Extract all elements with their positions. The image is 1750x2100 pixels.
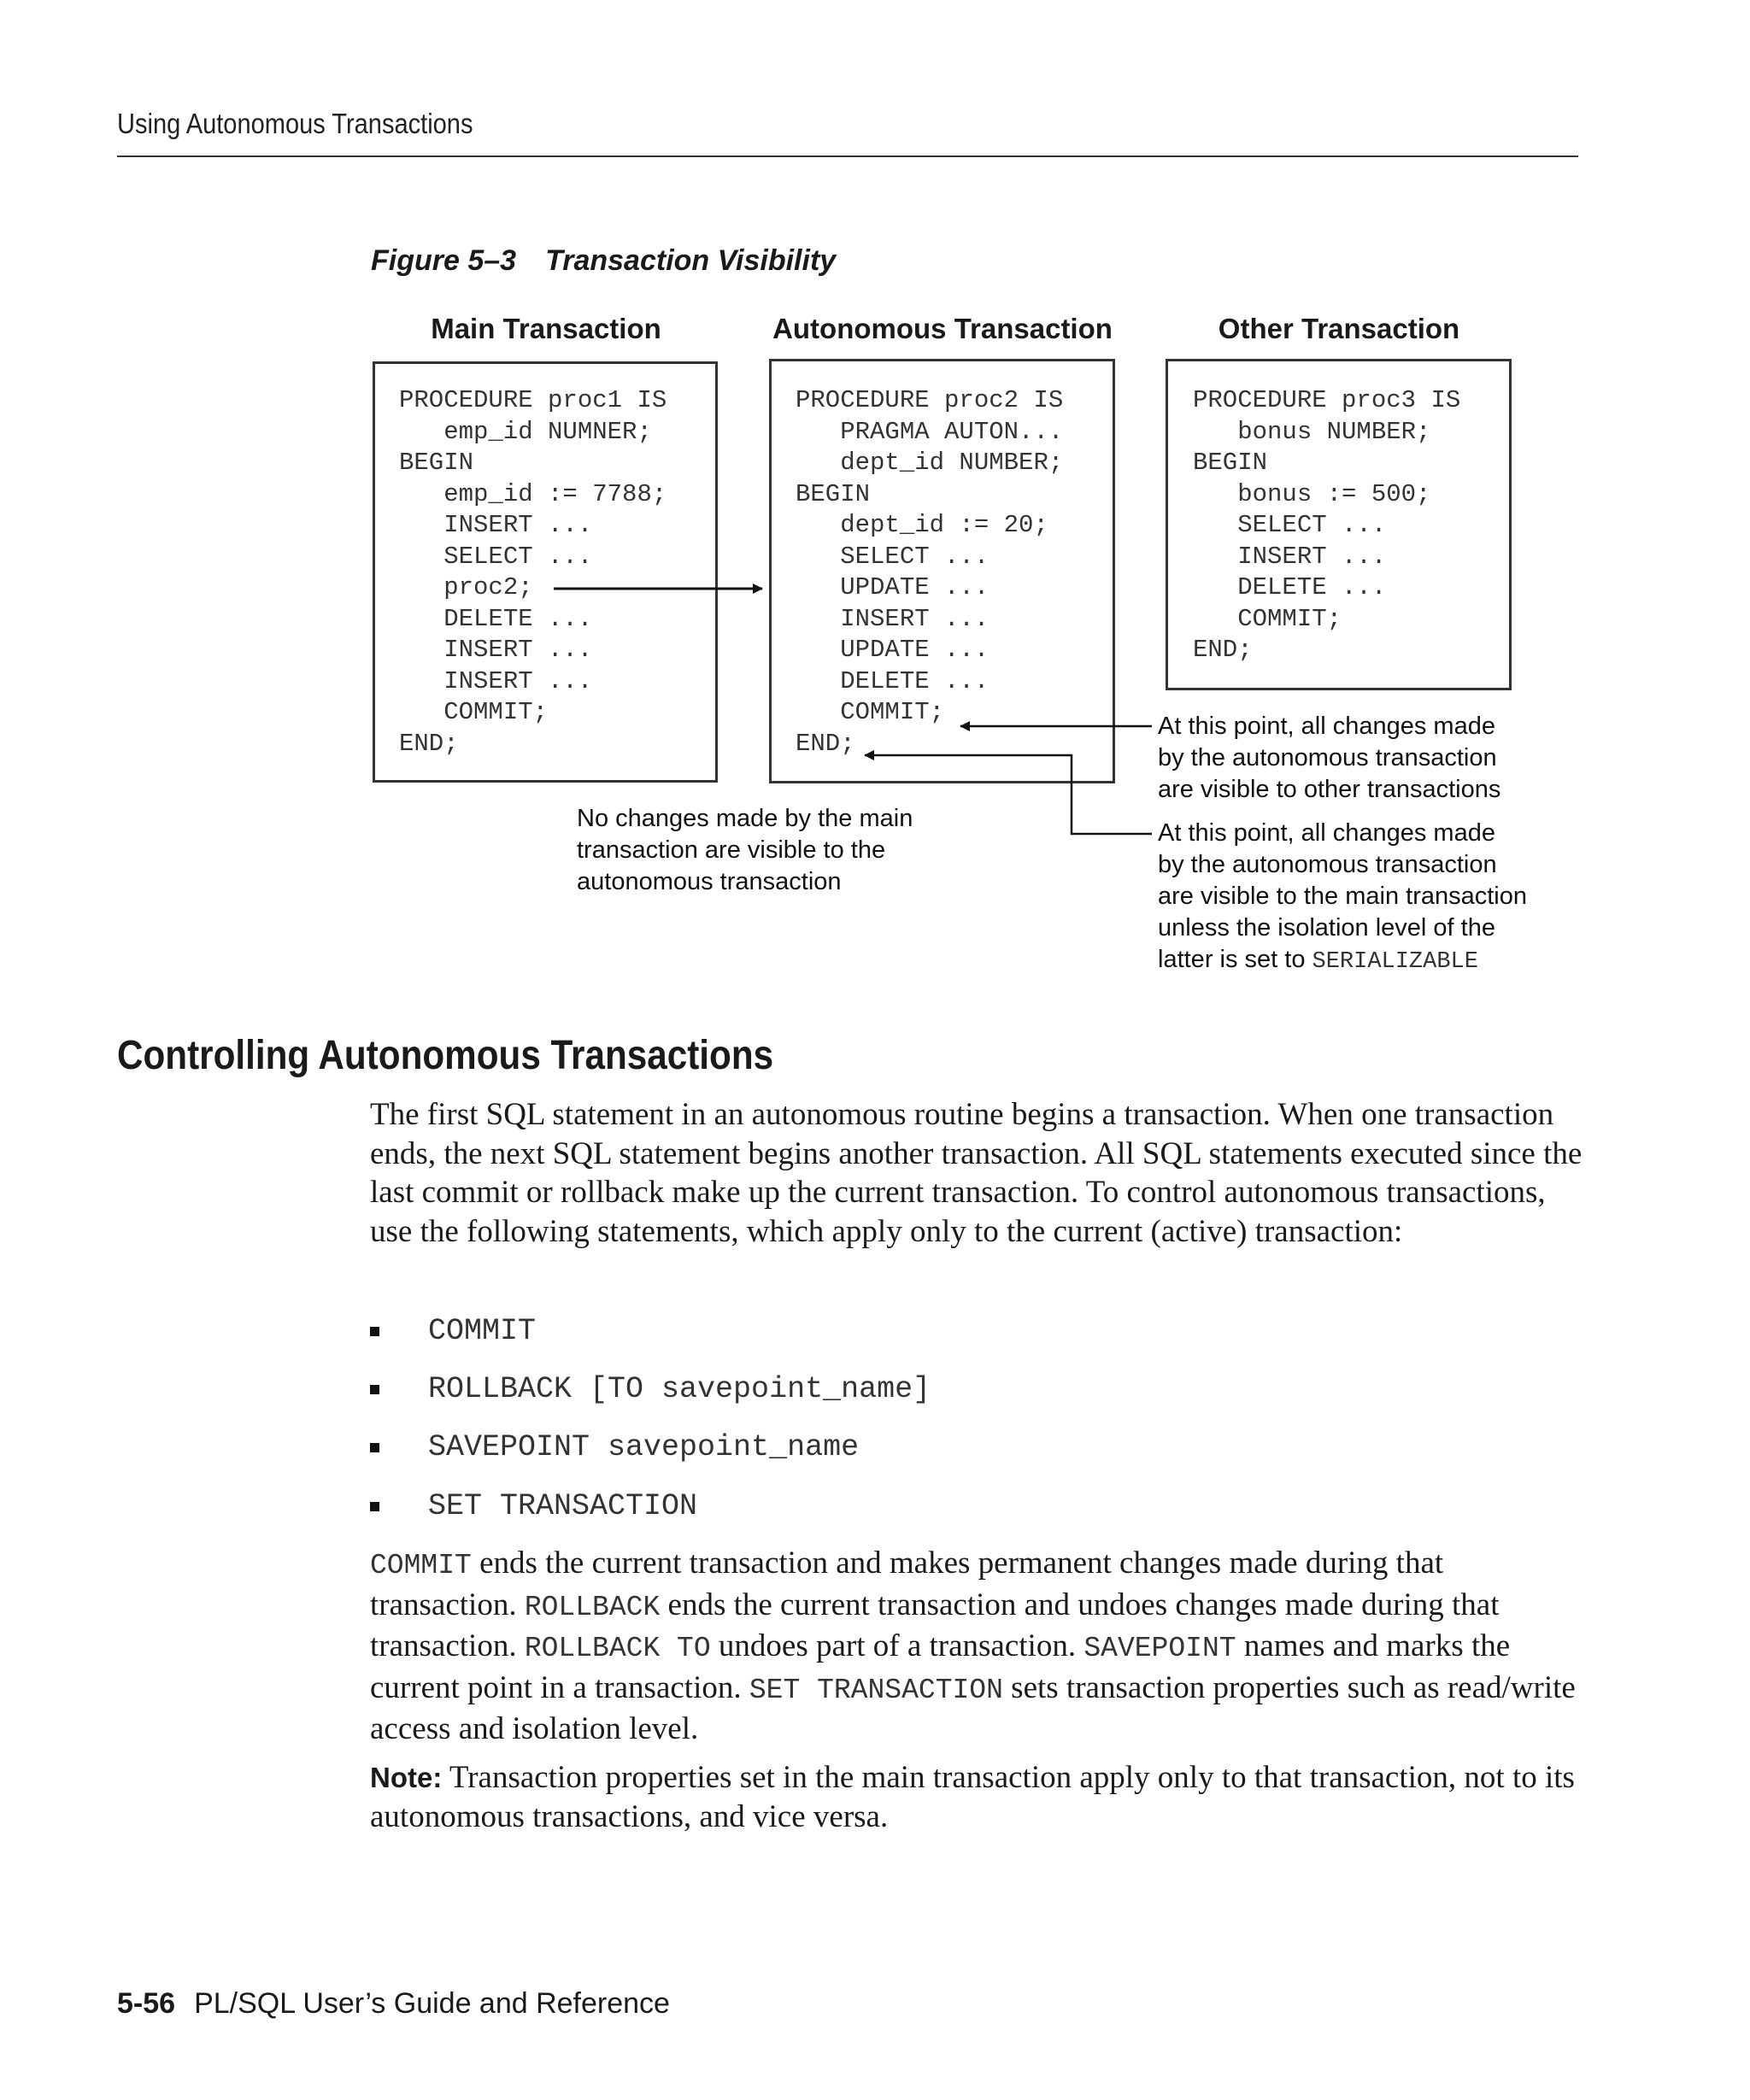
code-line: INSERT ... (796, 604, 990, 633)
serializable-code: SERIALIZABLE (1312, 949, 1478, 975)
code-line: proc2; (399, 573, 533, 601)
code-line: PROCEDURE proc1 IS (399, 386, 667, 414)
bullet-text: SAVEPOINT savepoint_name (428, 1430, 860, 1464)
autonomous-transaction-title: Autonomous Transaction (772, 313, 1113, 344)
code-line: BEGIN (399, 449, 474, 477)
code-line: UPDATE ... (796, 573, 990, 601)
callout-line: by the autonomous transaction (1158, 744, 1497, 771)
bullet-text: COMMIT (428, 1314, 537, 1348)
main-transaction-title: Main Transaction (431, 313, 661, 344)
figure-number: Figure 5–3 (371, 244, 517, 277)
other-transaction-title: Other Transaction (1218, 313, 1460, 344)
code-line: COMMIT; (399, 698, 549, 726)
callout-line: unless the isolation level of the (1158, 914, 1495, 941)
intro-paragraph: The first SQL statement in an autonomous routine begins a transaction. When one transaction ends, the next SQL statement begins another transaction. All SQL statements executed since the last commit or rollback make up the current transaction. To control autonomous transactions, use the following statements, which apply only to the current (active) transaction: (370, 1097, 1583, 1249)
note-paragraph (370, 1758, 1583, 1836)
callout-line: No changes made by the main (577, 805, 913, 832)
code-line: DELETE ... (399, 604, 593, 633)
transaction-visibility-diagram (0, 0, 1750, 991)
page-footer (117, 1987, 670, 2021)
section-heading: Controlling Autonomous Transactions (117, 1033, 774, 1078)
callout-line: are visible to other transactions (1158, 776, 1501, 803)
callout-line: transaction are visible to the (577, 836, 886, 864)
running-header: Using Autonomous Transactions (117, 108, 473, 139)
code-line: DELETE ... (1193, 573, 1387, 601)
page-number: 5-56 (117, 1987, 176, 2020)
code-line: dept_id := 20; (796, 511, 1048, 539)
commit-point-callout (1158, 711, 1500, 806)
callout-line: are visible to the main transaction (1158, 883, 1527, 910)
code-line: UPDATE ... (796, 636, 990, 664)
para-text: names and marks the current point in a transaction. (370, 1628, 1511, 1705)
inline-code: ROLLBACK TO (524, 1633, 711, 1664)
book-title: PL/SQL User’s Guide and Reference (194, 1987, 670, 2020)
callout-text: latter is set to (1158, 946, 1312, 973)
code-line: emp_id NUMNER; (399, 417, 652, 446)
para-text: sets transaction properties such as read/write access and isolation level. (370, 1669, 1576, 1746)
code-line: END; (1193, 636, 1253, 664)
inline-code: COMMIT (370, 1550, 472, 1581)
code-line: INSERT ... (399, 511, 593, 539)
bullet-text: SET TRANSACTION (428, 1489, 698, 1523)
code-line: PROCEDURE proc3 IS (1193, 386, 1461, 414)
code-line: dept_id NUMBER; (796, 449, 1064, 477)
inline-code: SET TRANSACTION (749, 1674, 1003, 1706)
code-line: BEGIN (796, 479, 871, 508)
code-line: SELECT ... (1193, 511, 1387, 539)
note-label: Note: (370, 1762, 443, 1793)
code-line: COMMIT; (796, 698, 945, 726)
end-point-callout (1158, 818, 1527, 978)
code-line: SELECT ... (796, 542, 990, 571)
para-text: undoes part of a transaction. (710, 1628, 1084, 1663)
code-line: INSERT ... (1193, 542, 1387, 571)
callout-line: At this point, all changes made (1158, 819, 1495, 847)
callout-line (1158, 944, 1527, 978)
para-text: ends the current transaction and undoes changes made during that transaction. (370, 1587, 1500, 1663)
callout-line: autonomous transaction (577, 868, 842, 895)
code-line: COMMIT; (1193, 604, 1342, 633)
bullet-marker (370, 1502, 379, 1511)
callout-line: At this point, all changes made (1158, 713, 1495, 740)
code-line: PROCEDURE proc2 IS (796, 386, 1064, 414)
code-line: END; (796, 729, 855, 758)
note-text: Transaction properties set in the main transaction apply only to that transaction, not to its autonomous transactions, and vice versa. (370, 1760, 1575, 1834)
para-text: ends the current transaction and makes permanent changes made during that transaction. (370, 1546, 1444, 1622)
code-line: PRAGMA AUTON... (796, 417, 1064, 446)
code-line: SELECT ... (399, 542, 593, 571)
code-line: BEGIN (1193, 449, 1268, 477)
bullet-marker (370, 1443, 379, 1452)
bullet-marker (370, 1327, 379, 1336)
code-line: INSERT ... (399, 666, 593, 695)
inline-code: ROLLBACK (524, 1591, 661, 1623)
statements-paragraph (370, 1544, 1583, 1749)
code-line: bonus := 500; (1193, 479, 1431, 508)
code-line: bonus NUMBER; (1193, 417, 1431, 446)
callout-line: by the autonomous transaction (1158, 851, 1497, 878)
code-line: INSERT ... (399, 636, 593, 664)
code-line: END; (399, 729, 459, 758)
bullet-marker (370, 1385, 379, 1394)
no-changes-callout (577, 803, 913, 898)
figure-title: Transaction Visibility (545, 244, 837, 277)
inline-code: SAVEPOINT (1083, 1633, 1236, 1664)
code-line: DELETE ... (796, 666, 990, 695)
code-line: emp_id := 7788; (399, 479, 667, 508)
bullet-text: ROLLBACK [TO savepoint_name] (428, 1372, 931, 1406)
